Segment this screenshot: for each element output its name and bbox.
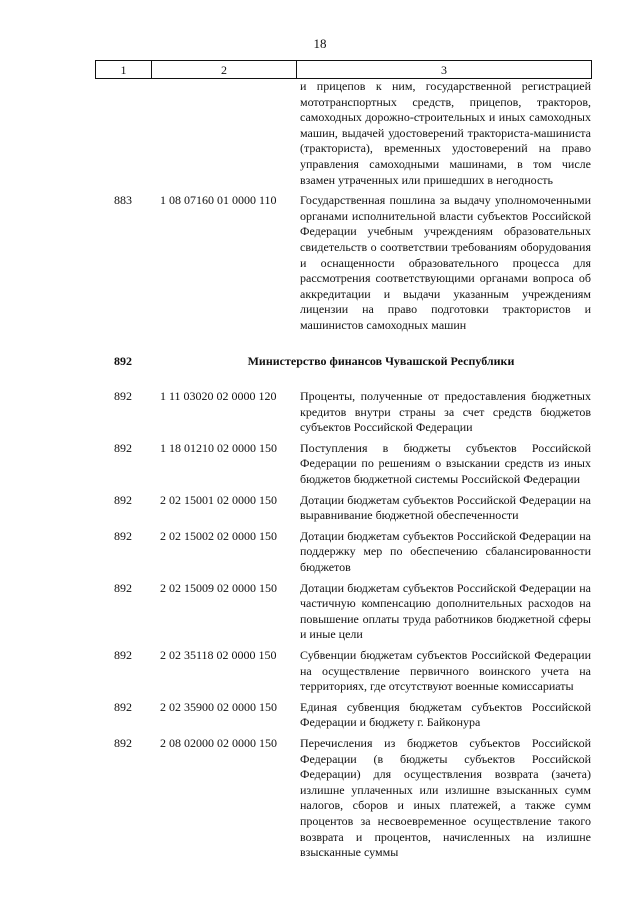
column-header-1: 1 <box>96 61 152 79</box>
admin-code: 892 <box>114 735 132 750</box>
revenue-description: Субвенции бюджетам субъектов Российской Федерации на осуществление первичного воинского учета на территориях, где отсутствуют военные комиссариаты <box>300 648 591 694</box>
revenue-description: Перечисления из бюджетов субъектов Российской Федерации (в бюджеты субъектов Российской Федерации) для осуществления возврата (зачета) излишне уплаченных или излишне взысканных сумм налогов, сборов и иных платежей, а также сумм процентов за несвоевременное осуществление такого возврата и процентов, начисленных на излишне взысканные суммы <box>300 735 591 860</box>
table-row <box>95 736 591 861</box>
revenue-code: 2 08 02000 02 0000 150 <box>160 735 277 750</box>
table-row <box>95 79 591 188</box>
revenue-code: 2 02 15001 02 0000 150 <box>160 492 277 507</box>
admin-code <box>95 79 151 188</box>
table-body <box>95 79 591 866</box>
revenue-code: 1 11 03020 02 0000 120 <box>160 389 277 404</box>
admin-code: 892 <box>114 389 132 404</box>
admin-code: 892 <box>114 492 132 507</box>
revenue-description: Проценты, полученные от предоставления бюджетных кредитов внутри страны за счет средств бюджетов субъектов Российской Федерации <box>300 389 591 435</box>
section-title: Министерство финансов Чувашской Республики <box>247 353 515 368</box>
column-header-table <box>95 60 592 79</box>
revenue-description: Единая субвенция бюджетам субъектов Российской Федерации и бюджету г. Байконура <box>300 699 591 730</box>
table-row <box>95 493 591 524</box>
revenue-code: 2 02 15009 02 0000 150 <box>160 580 277 595</box>
section-heading-row <box>95 354 591 370</box>
table-row <box>95 529 591 576</box>
revenue-description: Поступления в бюджеты субъектов Российской Федерации по решениям о взыскании средств из иных бюджетов бюджетной системы Российской Федерации <box>300 440 591 487</box>
table-row <box>95 193 591 333</box>
table-row <box>95 700 591 731</box>
revenue-code: 1 18 01210 02 0000 150 <box>160 440 277 455</box>
column-header-3: 3 <box>297 61 592 79</box>
revenue-code: 2 02 35118 02 0000 150 <box>160 648 277 662</box>
admin-code: 883 <box>114 193 132 208</box>
revenue-description: и прицепов к ним, государственной регистрацией мототранспортных средств, прицепов, тракторов, самоходных дорожно-строительных и иных самоходных машин, выдачей удостоверений тракториста-машиниста (тракториста), временных удостоверений на право управления самоходными машинами, в том числе взамен утраченных или пришедших в негодность <box>300 79 591 187</box>
table-row <box>95 648 591 695</box>
revenue-code: 1 08 07160 01 0000 110 <box>160 193 277 208</box>
admin-code: 892 <box>114 580 132 595</box>
admin-code: 892 <box>114 699 132 714</box>
admin-code: 892 <box>114 648 132 662</box>
table-row <box>95 441 591 488</box>
admin-code: 892 <box>114 528 132 543</box>
page-number: 18 <box>313 36 327 51</box>
table-row <box>95 581 591 643</box>
table-row <box>95 389 591 436</box>
revenue-description: Дотации бюджетам субъектов Российской Федерации на выравнивание бюджетной обеспеченности <box>300 492 591 523</box>
revenue-description: Дотации бюджетам субъектов Российской Федерации на поддержку мер по обеспечению сбалансированности бюджетов <box>300 528 591 575</box>
revenue-description: Дотации бюджетам субъектов Российской Федерации на частичную компенсацию дополнительных расходов на повышение оплаты труда работников бюджетной сферы и иные цели <box>300 580 591 642</box>
revenue-code <box>151 79 296 188</box>
admin-code: 892 <box>114 440 132 455</box>
column-header-row <box>96 61 592 79</box>
column-header-2: 2 <box>152 61 297 79</box>
revenue-description: Государственная пошлина за выдачу уполномоченными органами исполнительной власти субъектов Российской Федерации учебным учреждениям образовательных свидетельств о соответствии требованиям оборудования и оснащенности образовательного процесса для рассмотрения соответствующими органами вопроса об аккредитации и выдачи указанным учреждениям лицензии на право подготовки трактористов и машинистов самоходных машин <box>300 193 591 332</box>
revenue-code: 2 02 15002 02 0000 150 <box>160 528 277 543</box>
revenue-code: 2 02 35900 02 0000 150 <box>160 699 277 714</box>
section-admin-code: 892 <box>114 353 132 368</box>
